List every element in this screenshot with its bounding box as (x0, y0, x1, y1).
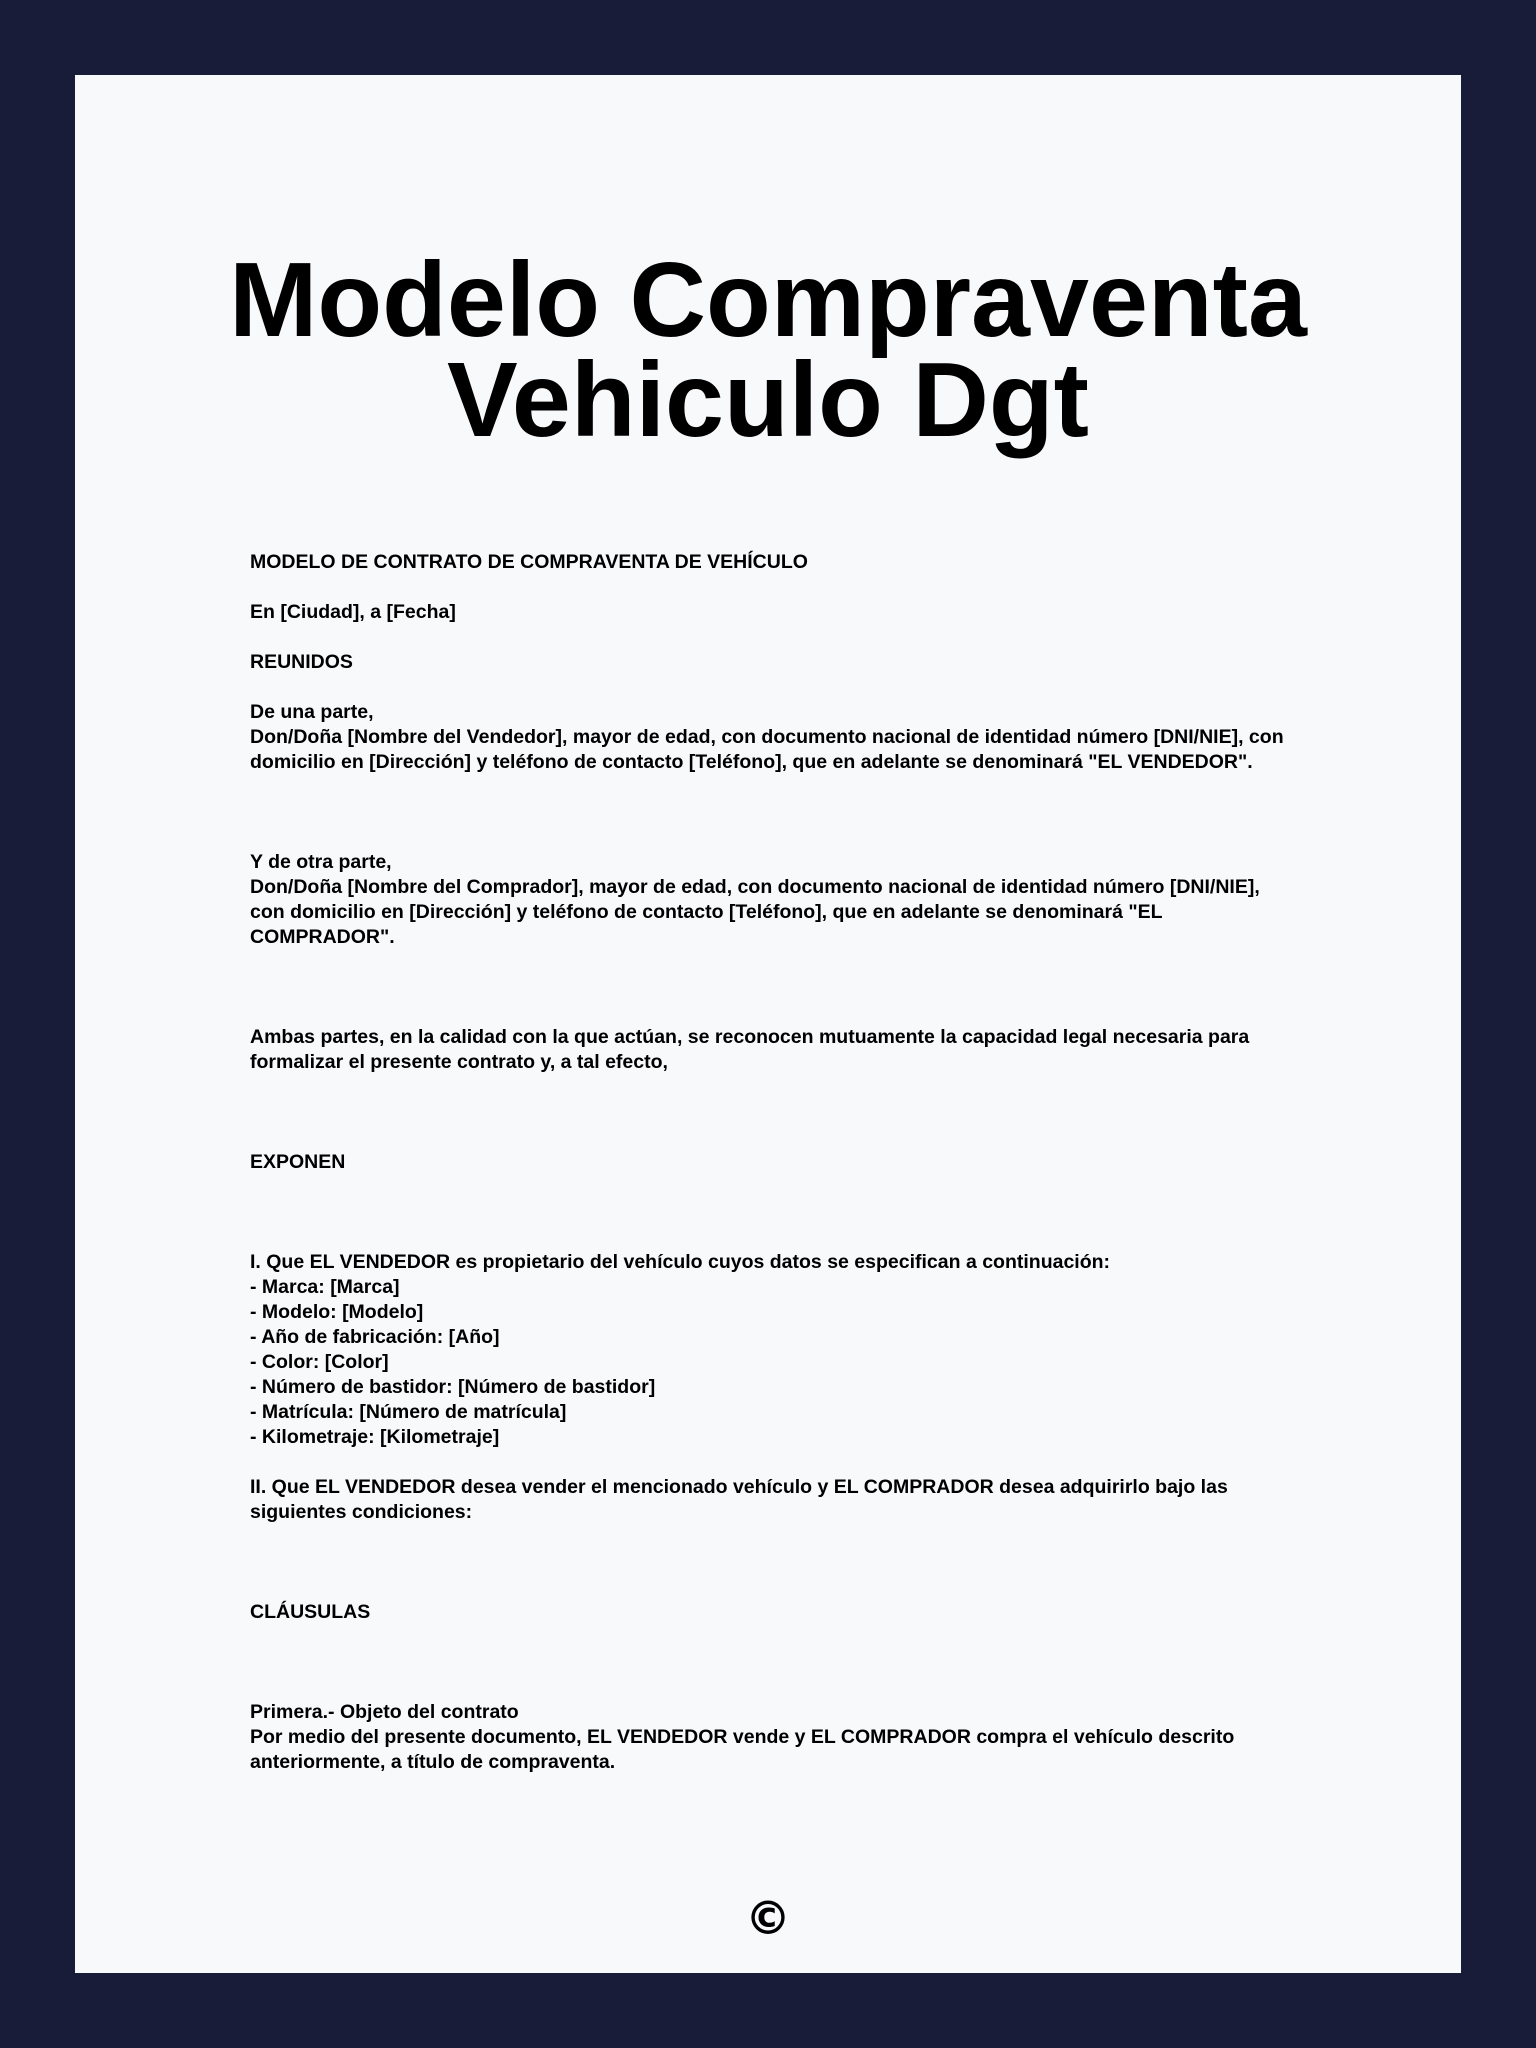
vehicle-detail-plate: - Matrícula: [Número de matrícula] (250, 1401, 567, 1423)
buyer-intro: Y de otra parte, (250, 851, 392, 873)
document-title (75, 241, 1461, 459)
vehicle-detail-mileage: - Kilometraje: [Kilometraje] (250, 1426, 500, 1448)
vehicle-detail-model: - Modelo: [Modelo] (250, 1301, 424, 1323)
capacity-paragraph: Ambas partes, en la calidad con la que actúan, se reconocen mutuamente la capacidad legal necesaria para formalizar el presente contrato y, a tal efecto, (250, 1026, 1255, 1073)
section-reunidos: REUNIDOS (250, 651, 353, 673)
section-clausulas: CLÁUSULAS (250, 1601, 371, 1623)
document-page (75, 75, 1461, 1973)
vehicle-detail-year: - Año de fabricación: [Año] (250, 1326, 500, 1348)
clause-1-text: Por medio del presente documento, EL VENDEDOR vende y EL COMPRADOR compra el vehículo descrito anteriormente, a título de compraventa. (250, 1726, 1240, 1773)
buyer-paragraph: Don/Doña [Nombre del Comprador], mayor de edad, con documento nacional de identidad número [DNI/NIE], con domicilio en [Dirección] y teléfono de contacto [Teléfono], que en adelante se denominará "EL COMPRADOR". (250, 876, 1266, 948)
seller-intro: De una parte, (250, 701, 374, 723)
seller-paragraph: Don/Doña [Nombre del Vendedor], mayor de edad, con documento nacional de identidad número [DNI/NIE], con domicilio en [Dirección] y teléfono de contacto [Teléfono], que en adelante se denominará "EL VENDEDOR". (250, 726, 1290, 773)
vehicle-detail-color: - Color: [Color] (250, 1351, 389, 1373)
section-exponen: EXPONEN (250, 1151, 346, 1173)
vehicle-detail-chassis: - Número de bastidor: [Número de bastidor] (250, 1376, 656, 1398)
expone-item-1: I. Que EL VENDEDOR es propietario del vehículo cuyos datos se especifican a continuación: (250, 1251, 1111, 1273)
clause-1-title: Primera.- Objeto del contrato (250, 1701, 519, 1723)
document-title-line-2: Vehiculo Dgt (447, 341, 1089, 459)
place-date: En [Ciudad], a [Fecha] (250, 601, 456, 623)
contract-heading: MODELO DE CONTRATO DE COMPRAVENTA DE VEHÍCULO (250, 551, 808, 573)
copyright-icon: © (745, 1891, 791, 1945)
expone-item-2: II. Que EL VENDEDOR desea vender el mencionado vehículo y EL COMPRADOR desea adquirirlo bajo las siguientes condiciones: (250, 1476, 1234, 1523)
vehicle-detail-brand: - Marca: [Marca] (250, 1276, 400, 1298)
document-body (250, 550, 1290, 1775)
document-title-line-1: Modelo Compraventa (229, 241, 1307, 359)
